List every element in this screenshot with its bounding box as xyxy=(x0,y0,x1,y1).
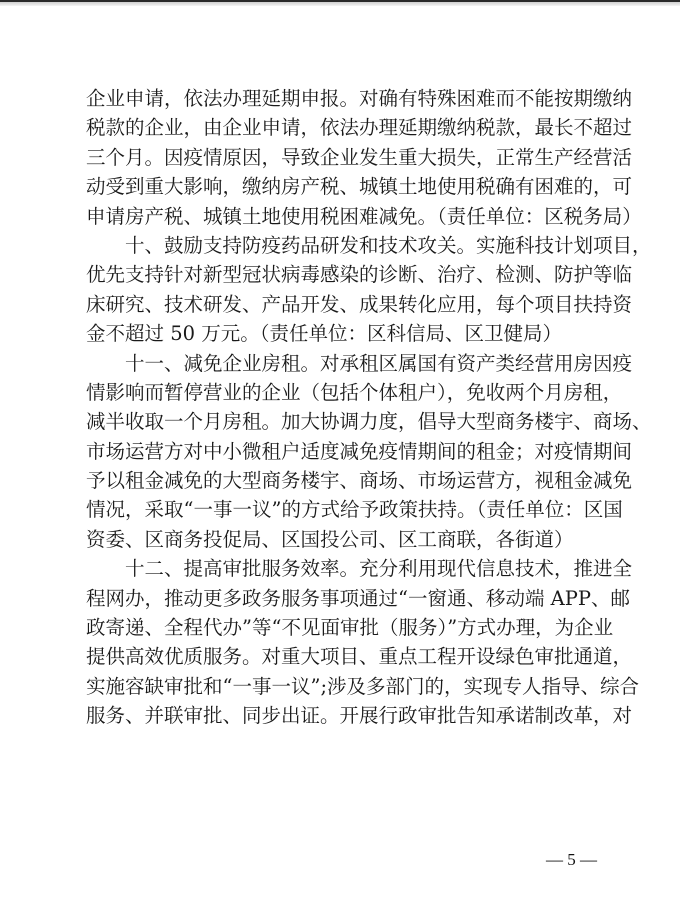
text-line-content: 提供高效优质服务。对重大项目、重点工程开设绿色审批通道， xyxy=(86,645,633,669)
text-line-content: 十二、提高审批服务效率。充分利用现代信息技术，推进全 xyxy=(86,557,633,581)
text-line-content: 税款的企业，由企业申请，依法办理延期缴纳税款，最长不超过 xyxy=(86,116,633,140)
text-line xyxy=(86,407,652,436)
text-line-content: 实施容缺审批和“一事一议”;涉及多部门的，实现专人指导、综合 xyxy=(86,674,640,698)
text-line xyxy=(86,84,633,113)
text-line xyxy=(86,349,633,378)
text-line-content: 情影响而暂停营业的企业（包括个体租户），免收两个月房租， xyxy=(86,380,623,404)
text-line-content: 政寄递、全程代办”等“不见面审批（服务）”方式办理，为企业 xyxy=(86,616,614,640)
viewer-top-shadow xyxy=(0,2,680,6)
text-line-content: 十一、减免企业房租。对承租区属国有资产类经营用房因疫 xyxy=(86,351,633,375)
text-line-content: 服务、并联审批、同步出证。开展行政审批告知承诺制改革，对 xyxy=(86,704,633,728)
text-line-content: 情况，采取“一事一议”的方式给予政策扶持。（责任单位：区国 xyxy=(86,498,623,522)
text-line-content: 减半收取一个月房租。加大协调力度，倡导大型商务楼宇、商场、 xyxy=(86,410,652,434)
text-line xyxy=(86,701,633,730)
text-line-content: 金不超过 50 万元。（责任单位：区科信局、区卫健局） xyxy=(86,322,562,346)
text-line xyxy=(86,584,630,613)
text-line xyxy=(86,202,642,231)
document-page-body xyxy=(86,84,652,731)
text-line xyxy=(86,290,633,319)
text-line xyxy=(86,231,652,260)
text-line xyxy=(86,437,633,466)
text-line xyxy=(86,143,633,172)
text-line xyxy=(86,613,614,642)
text-line xyxy=(86,525,596,554)
text-line-content: 十、鼓励支持防疫药品研发和技术攻关。实施科技计划项目， xyxy=(86,233,652,257)
text-line-content: 申请房产税、城镇土地使用税困难减免。（责任单位：区税务局） xyxy=(86,204,642,228)
text-line-content: 动受到重大影响，缴纳房产税、城镇土地使用税确有困难的，可 xyxy=(86,175,633,199)
text-line xyxy=(86,378,623,407)
text-line-content: 三个月。因疫情原因，导致企业发生重大损失，正常生产经营活 xyxy=(86,145,633,169)
text-line xyxy=(86,172,633,201)
text-line-content: 资委、区商务投促局、区国投公司、区工商联，各街道） xyxy=(86,527,574,551)
text-line-content: 予以租金减免的大型商务楼宇、商场、市场运营方，视租金减免 xyxy=(86,469,633,493)
text-line xyxy=(86,495,623,524)
text-line xyxy=(86,260,633,289)
text-line xyxy=(86,642,633,671)
text-line-content: 程网办，推动更多政务服务事项通过“一窗通、移动端 APP、邮 xyxy=(86,586,630,610)
text-line-content: 床研究、技术研发、产品开发、成果转化应用，每个项目扶持资 xyxy=(86,292,633,316)
text-line-content: 企业申请，依法办理延期申报。对确有特殊困难而不能按期缴纳 xyxy=(86,87,633,110)
text-line xyxy=(86,672,640,701)
text-line xyxy=(86,466,633,495)
text-line xyxy=(86,319,596,348)
text-line-content: 市场运营方对中小微租户适度减免疫情期间的租金；对疫情期间 xyxy=(86,439,633,463)
text-line xyxy=(86,554,633,583)
page-number: — 5 — xyxy=(546,850,597,869)
text-line xyxy=(86,113,633,142)
text-line-content: 优先支持针对新型冠状病毒感染的诊断、治疗、检测、防护等临 xyxy=(86,263,633,287)
